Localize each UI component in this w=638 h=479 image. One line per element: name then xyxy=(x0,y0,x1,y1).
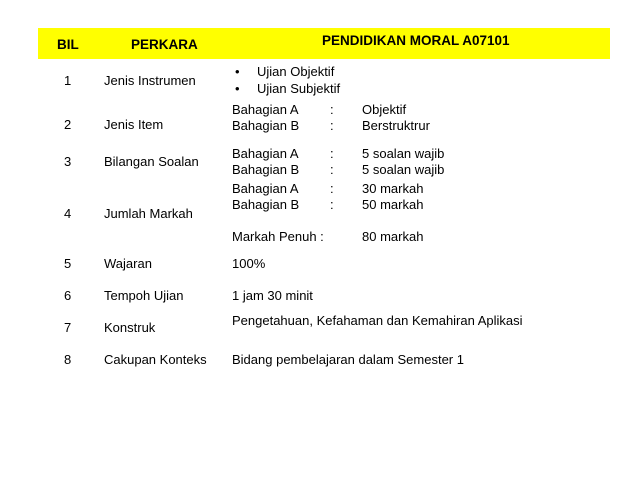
row-separator: : xyxy=(330,146,334,161)
bullet-icon: • xyxy=(235,81,240,96)
row-item: Jenis Instrumen xyxy=(104,73,196,88)
row-text: 100% xyxy=(232,256,266,271)
row-value: 50 markah xyxy=(362,197,424,212)
row-number: 2 xyxy=(64,117,72,132)
row-item: Wajaran xyxy=(104,256,152,271)
total-value: 80 markah xyxy=(362,229,424,244)
row-number: 5 xyxy=(64,256,72,271)
row-item: Jumlah Markah xyxy=(104,206,193,221)
row-separator: : xyxy=(330,118,334,133)
bullet-icon: • xyxy=(235,64,240,79)
row-number: 4 xyxy=(64,206,72,221)
total-label: Markah Penuh : xyxy=(232,229,324,244)
header-subject: PENDIDIKAN MORAL A07101 xyxy=(322,33,510,48)
row-separator: : xyxy=(330,162,334,177)
row-value: 5 soalan wajib xyxy=(362,162,445,177)
header-perkara: PERKARA xyxy=(131,37,198,52)
row-text: Bidang pembelajaran dalam Semester 1 xyxy=(232,352,464,367)
row-separator: : xyxy=(330,181,334,196)
row-value: Objektif xyxy=(362,102,407,117)
row-label: Bahagian A xyxy=(232,181,299,196)
table-header xyxy=(38,28,610,59)
row-item: Bilangan Soalan xyxy=(104,154,199,169)
row-label: Bahagian B xyxy=(232,118,300,133)
header-bil: BIL xyxy=(57,37,79,52)
row-separator: : xyxy=(330,102,334,117)
row-item: Tempoh Ujian xyxy=(104,288,184,303)
row-value: Berstruktrur xyxy=(362,118,430,133)
row-value: 30 markah xyxy=(362,181,424,196)
row-text: 1 jam 30 minit xyxy=(232,288,313,303)
row-separator: : xyxy=(330,197,334,212)
row-label: Bahagian A xyxy=(232,146,299,161)
row-item: Konstruk xyxy=(104,320,156,335)
row-bullet: Ujian Objektif xyxy=(257,64,335,79)
row-text: Pengetahuan, Kefahaman dan Kemahiran Aplikasi xyxy=(232,313,523,328)
row-label: Bahagian A xyxy=(232,102,299,117)
row-item: Cakupan Konteks xyxy=(104,352,207,367)
row-bullet: Ujian Subjektif xyxy=(257,81,341,96)
row-number: 8 xyxy=(64,352,72,367)
row-number: 6 xyxy=(64,288,72,303)
row-number: 7 xyxy=(64,320,72,335)
row-item: Jenis Item xyxy=(104,117,164,132)
row-number: 3 xyxy=(64,154,72,169)
row-label: Bahagian B xyxy=(232,197,300,212)
row-value: 5 soalan wajib xyxy=(362,146,445,161)
row-label: Bahagian B xyxy=(232,162,300,177)
row-number: 1 xyxy=(64,73,72,88)
